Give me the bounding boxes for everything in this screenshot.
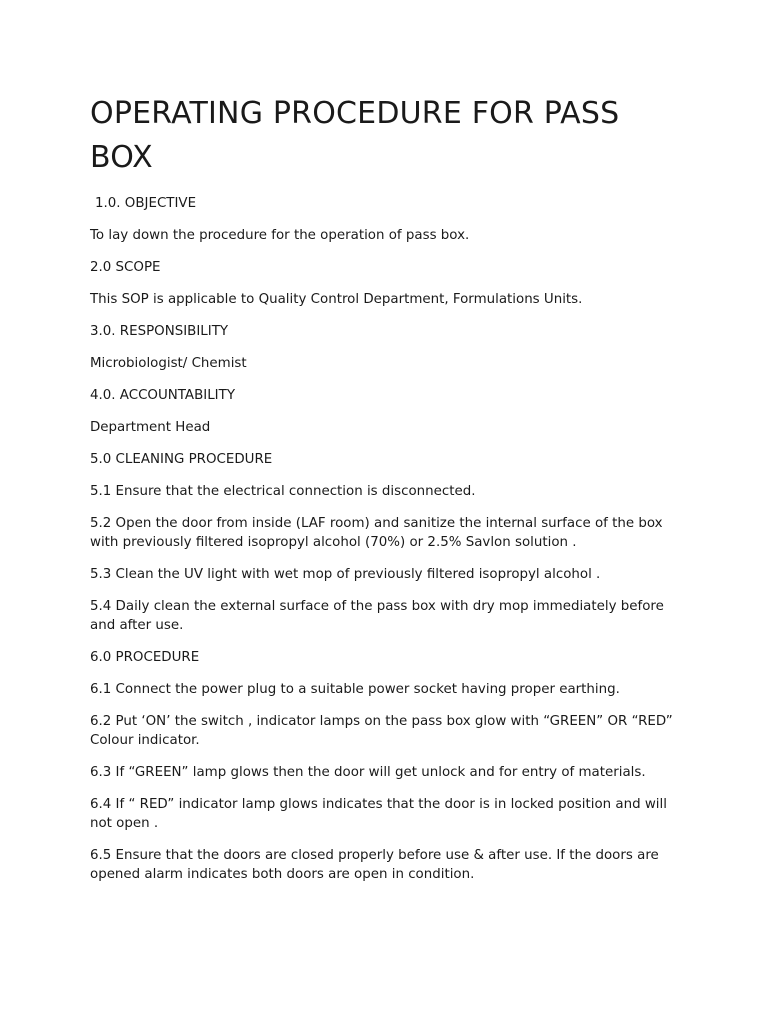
paragraph-responsibility: Microbiologist/ Chemist	[90, 356, 247, 371]
step-5-1: 5.1 Ensure that the electrical connection is disconnected.	[90, 484, 476, 499]
step-5-3: 5.3 Clean the UV light with wet mop of previously filtered isopropyl alcohol .	[90, 567, 601, 582]
section-heading-responsibility: 3.0. RESPONSIBILITY	[90, 324, 229, 339]
section-heading-scope: 2.0 SCOPE	[90, 260, 161, 275]
step-6-5: 6.5 Ensure that the doors are closed properly before use & after use. If the doors are opened alarm indicates both doors are open in condition.	[90, 848, 659, 882]
step-6-3: 6.3 If “GREEN” lamp glows then the door will get unlock and for entry of materials.	[90, 765, 646, 780]
paragraph-accountability: Department Head	[90, 420, 211, 435]
step-5-4: 5.4 Daily clean the external surface of the pass box with dry mop immediately before and after use.	[90, 599, 664, 633]
step-6-1: 6.1 Connect the power plug to a suitable power socket having proper earthing.	[90, 682, 620, 697]
document-title: OPERATING PROCEDURE FOR PASS BOX	[90, 96, 620, 175]
document-page	[90, 92, 690, 897]
section-heading-cleaning-procedure: 5.0 CLEANING PROCEDURE	[90, 452, 273, 467]
paragraph-scope: This SOP is applicable to Quality Control Department, Formulations Units.	[90, 292, 583, 307]
step-5-2: 5.2 Open the door from inside (LAF room) and sanitize the internal surface of the box with previously filtered isopropyl alcohol (70%) or 2.5% Savlon solution .	[90, 516, 663, 550]
section-heading-accountability: 4.0. ACCOUNTABILITY	[90, 388, 235, 403]
section-heading-objective: 1.0. OBJECTIVE	[95, 196, 197, 211]
paragraph-objective: To lay down the procedure for the operation of pass box.	[90, 228, 470, 243]
step-6-4: 6.4 If “ RED” indicator lamp glows indicates that the door is in locked position and will not open .	[90, 797, 667, 831]
section-heading-procedure: 6.0 PROCEDURE	[90, 650, 200, 665]
step-6-2: 6.2 Put ‘ON’ the switch , indicator lamps on the pass box glow with “GREEN” OR “RED” Colour indicator.	[90, 714, 673, 748]
